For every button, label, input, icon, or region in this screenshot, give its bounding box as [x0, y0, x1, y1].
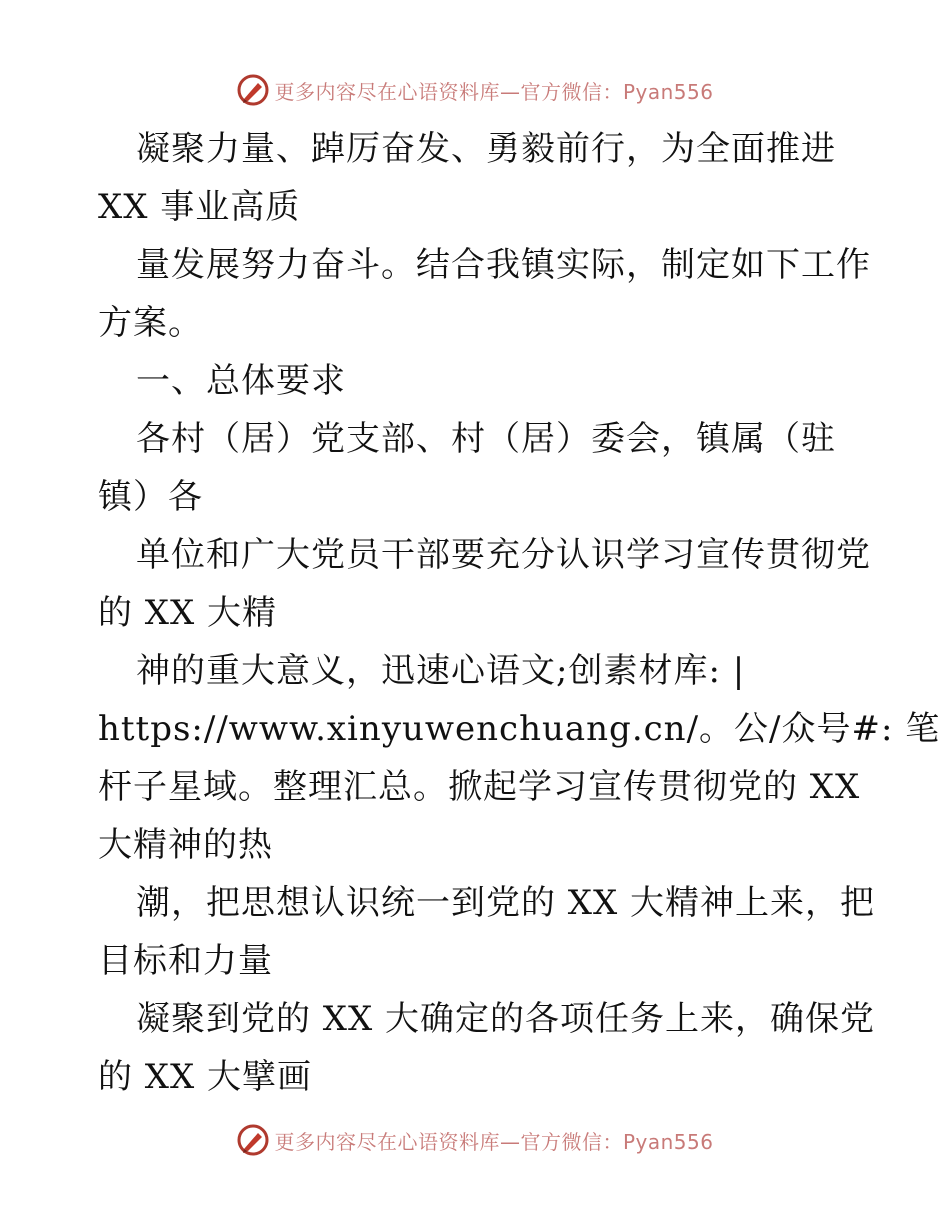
pen-logo-icon [236, 1123, 270, 1157]
header-banner [0, 70, 950, 110]
text-line: 目标和力量 [98, 941, 273, 981]
banner-text: 更多内容尽在心语资料库—官方微信：Pyan556 [274, 79, 714, 104]
text-line: 一、总体要求 [136, 361, 346, 401]
text-line: 凝聚到党的 XX 大确定的各项任务上来，确保党 [136, 999, 876, 1039]
text-line: 凝聚力量、踔厉奋发、勇毅前行，为全面推进 [136, 129, 836, 169]
text-line: 单位和广大党员干部要充分认识学习宣传贯彻党 [136, 535, 871, 575]
banner-text: 更多内容尽在心语资料库—官方微信：Pyan556 [274, 1129, 714, 1154]
pen-logo-icon [236, 73, 270, 107]
text-line: 神的重大意义，迅速心语文;创素材库: | [136, 651, 746, 691]
text-line: 各村（居）党支部、村（居）委会，镇属（驻 [136, 419, 836, 459]
text-line: 的 XX 大擘画 [98, 1057, 313, 1097]
text-line: https://www.xinyuwenchuang.cn/。公/众号#: 笔 [98, 709, 941, 749]
text-line: 方案。 [98, 303, 203, 343]
text-line: 杆子星域。整理汇总。掀起学习宣传贯彻党的 XX [98, 767, 861, 807]
footer-banner [0, 1120, 950, 1160]
document-body [98, 120, 941, 1106]
text-line: 潮，把思想认识统一到党的 XX 大精神上来，把 [136, 883, 876, 923]
text-line: 量发展努力奋斗。结合我镇实际，制定如下工作 [136, 245, 871, 285]
text-line: 镇）各 [98, 477, 203, 517]
text-line: XX 事业高质 [98, 187, 301, 227]
text-line: 大精神的热 [98, 825, 273, 865]
text-line: 的 XX 大精 [98, 593, 278, 633]
